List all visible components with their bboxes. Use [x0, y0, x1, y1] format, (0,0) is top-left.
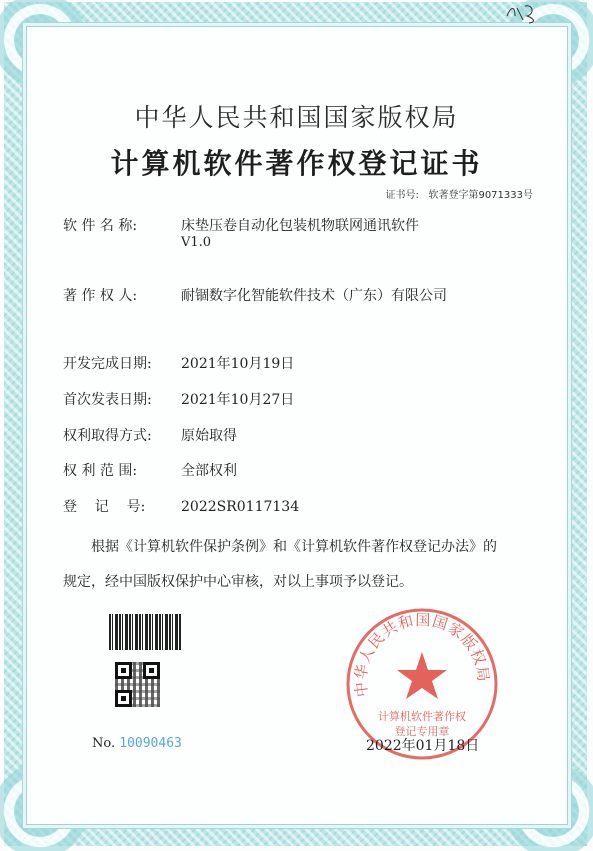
qr-code-image	[115, 662, 160, 707]
field-label: 权 利 范 围:	[63, 463, 138, 479]
field-completion-date	[63, 353, 294, 373]
issuer-title: 中华人民共和国国家版权局	[134, 103, 459, 132]
field-label: 登 记 号:	[63, 499, 146, 515]
field-label: 软 件 名 称:	[63, 218, 138, 234]
field-value: 耐锢数字化智能软件技术（广东）有限公司	[181, 288, 447, 304]
statement-line-2: 规定，经中国版权保护中心审核，对以上事项予以登记。	[63, 574, 413, 590]
field-registration-number	[63, 496, 299, 516]
field-publish-date	[63, 389, 294, 409]
field-value: 原始取得	[181, 428, 237, 444]
field-label: 著 作 权 人:	[63, 288, 138, 304]
seal-center-line-2: 登记专用章	[394, 726, 450, 738]
field-value: 2021年10月19日	[181, 356, 295, 372]
handwritten-mark	[503, 2, 543, 24]
field-value: 床垫压卷自动化包装机物联网通讯软件	[181, 218, 419, 234]
field-value: 2021年10月27日	[181, 392, 295, 408]
star-icon	[397, 652, 447, 699]
cert-no-value: 软著登字第9071333号	[428, 190, 533, 201]
field-value: 2022SR0117134	[181, 499, 300, 515]
field-rights-scope	[63, 460, 237, 480]
field-copyright-owner	[63, 285, 447, 305]
field-acquisition-method	[63, 425, 237, 445]
seal-center-line-1: 计算机软件著作权	[378, 711, 466, 723]
field-label: 首次发表日期:	[63, 392, 152, 408]
field-value: 全部权利	[181, 463, 237, 479]
issue-date: 2022年01月18日	[366, 738, 480, 754]
statement-line-1: 根据《计算机软件保护条例》和《计算机软件著作权登记办法》的	[91, 539, 497, 555]
seal-ring-text: 中华人民共和国国家版权局	[353, 612, 491, 698]
serial-label: No.	[92, 736, 116, 751]
serial-value: 10090463	[119, 736, 182, 751]
cert-no-label: 证书号:	[385, 190, 419, 201]
serial-number	[92, 736, 182, 751]
field-label: 开发完成日期:	[63, 356, 152, 372]
certificate-number	[386, 186, 533, 201]
certificate-title: 计算机软件著作权登记证书	[110, 147, 483, 180]
field-label: 权利取得方式:	[63, 428, 152, 444]
barcode-image	[109, 614, 181, 650]
field-software-name	[63, 215, 419, 235]
software-version: V1.0	[181, 235, 212, 250]
